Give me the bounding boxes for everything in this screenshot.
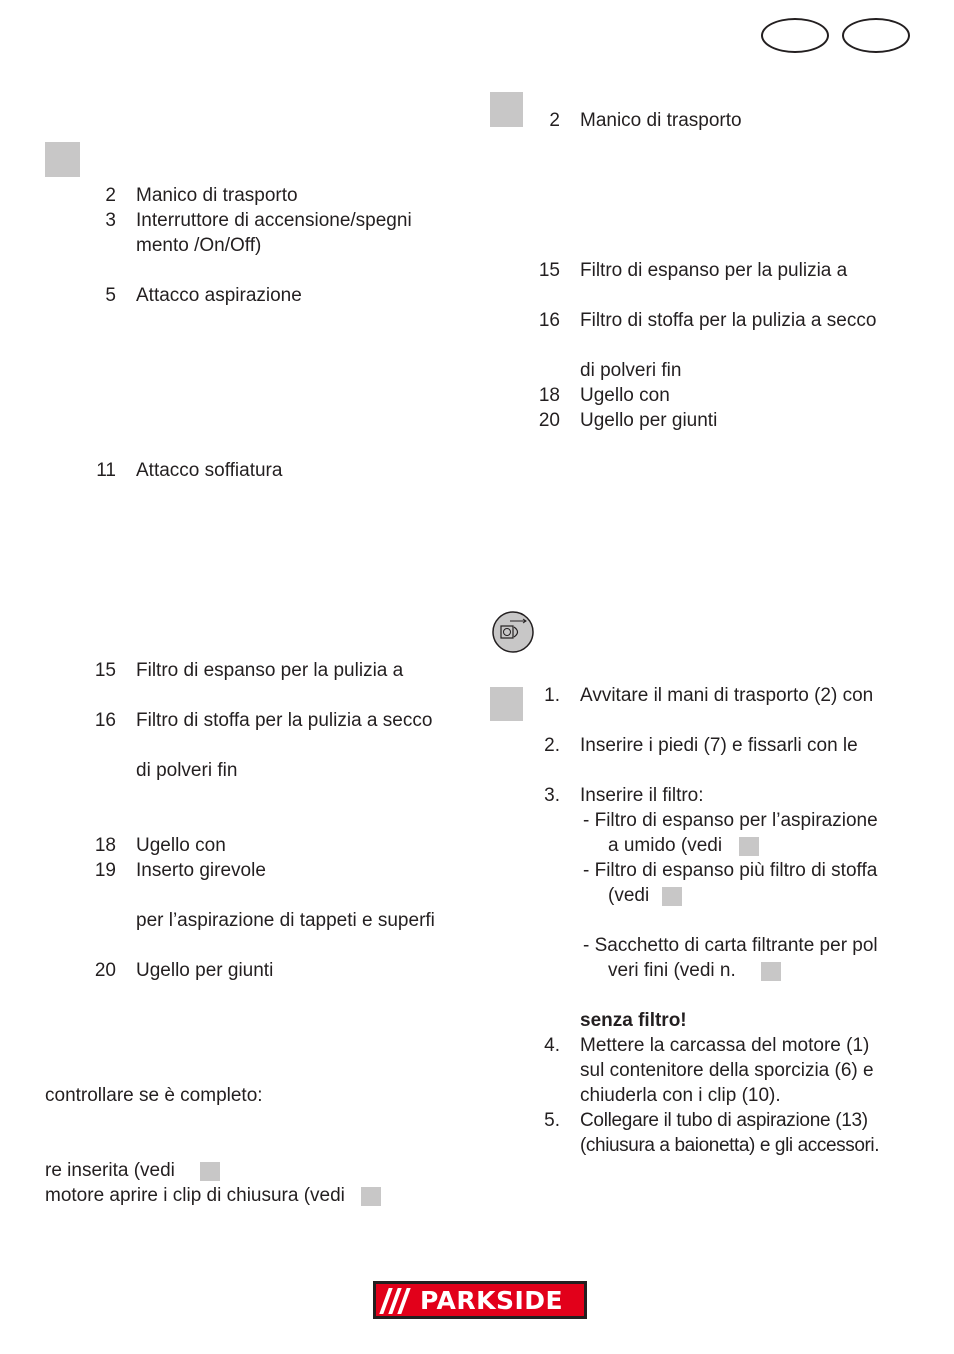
step-subitem: veri fini (vedi n. (608, 960, 736, 981)
item-label: Ugello con (136, 835, 226, 856)
item-number: 19 (94, 860, 116, 881)
figure-ref-square-icon (45, 142, 80, 177)
step-number: 1. (544, 685, 560, 706)
item-label: Filtro di stoffa per la pulizia a secco (136, 710, 433, 731)
step-number: 4. (544, 1035, 560, 1056)
step-subitem: (vedi (608, 885, 650, 906)
item-label: Manico di trasporto (136, 185, 298, 206)
step-text: chiuderla con i clip (10). (580, 1085, 781, 1106)
item-label: mento /On/Off) (136, 235, 262, 256)
figure-ref-small-square-icon (200, 1162, 220, 1181)
item-number: 15 (94, 660, 116, 681)
step-subitem: a umido (vedi (608, 835, 723, 856)
item-number: 20 (538, 410, 560, 431)
item-label: Ugello per giunti (136, 960, 274, 981)
step-text: Inserire il filtro: (580, 785, 704, 806)
check-text: controllare se è completo: (45, 1085, 263, 1106)
item-label: Ugello con (580, 385, 670, 406)
item-number: 15 (538, 260, 560, 281)
step-text: Inserire i piedi (7) e fissarli con le (580, 735, 858, 756)
item-number: 18 (94, 835, 116, 856)
logo-text: PARKSIDE (420, 1286, 564, 1315)
figure-ref-square-icon (490, 687, 523, 721)
warning-text: senza filtro! (580, 1010, 687, 1031)
language-oval-icon (842, 18, 910, 53)
figure-ref-square-icon (490, 92, 523, 127)
parkside-logo (373, 1281, 587, 1319)
figure-ref-small-square-icon (662, 887, 682, 906)
item-label: per l’aspirazione di tappeti e superfi (136, 910, 435, 931)
item-label: Attacco aspirazione (136, 285, 302, 306)
step-text: (chiusura a baionetta) e gli accessori. (580, 1135, 880, 1156)
step-text: Avvitare il mani di trasporto (2) con (580, 685, 874, 706)
item-label: Filtro di espanso per la pulizia a (136, 660, 404, 681)
note-text: re inserita (vedi (45, 1160, 175, 1181)
item-label: Interruttore di accensione/spegni (136, 210, 412, 231)
item-number: 11 (96, 460, 116, 481)
item-number: 2 (105, 185, 116, 206)
item-label: Filtro di stoffa per la pulizia a secco (580, 310, 877, 331)
item-number: 5 (105, 285, 116, 306)
step-text: Mettere la carcassa del motore (1) (580, 1035, 870, 1056)
figure-ref-small-square-icon (361, 1187, 381, 1206)
item-label: di polveri fin (136, 760, 238, 781)
step-number: 2. (544, 735, 560, 756)
step-subitem: - Filtro di espanso per l’aspirazione (583, 810, 878, 831)
item-label: Ugello per giunti (580, 410, 718, 431)
item-label: Manico di trasporto (580, 110, 742, 131)
item-number: 20 (94, 960, 116, 981)
item-number: 16 (94, 710, 116, 731)
step-text: sul contenitore della sporcizia (6) e (580, 1060, 874, 1081)
step-subitem: - Filtro di espanso più filtro di stoffa (583, 860, 878, 881)
step-number: 3. (544, 785, 560, 806)
note-text: motore aprire i clip di chiusura (vedi (45, 1185, 345, 1206)
assembly-instruction-icon (492, 611, 534, 653)
figure-ref-small-square-icon (739, 837, 759, 856)
item-number: 18 (538, 385, 560, 406)
item-label: Inserto girevole (136, 860, 266, 881)
language-oval-icon (761, 18, 829, 53)
item-label: Attacco soffiatura (136, 460, 283, 481)
item-number: 2 (549, 110, 560, 131)
item-label: Filtro di espanso per la pulizia a (580, 260, 848, 281)
figure-ref-small-square-icon (761, 962, 781, 981)
step-subitem: - Sacchetto di carta filtrante per pol (583, 935, 878, 956)
step-text: Collegare il tubo di aspirazione (13) (580, 1110, 868, 1131)
step-number: 5. (544, 1110, 560, 1131)
item-number: 3 (105, 210, 116, 231)
item-number: 16 (538, 310, 560, 331)
item-label: di polveri fin (580, 360, 682, 381)
